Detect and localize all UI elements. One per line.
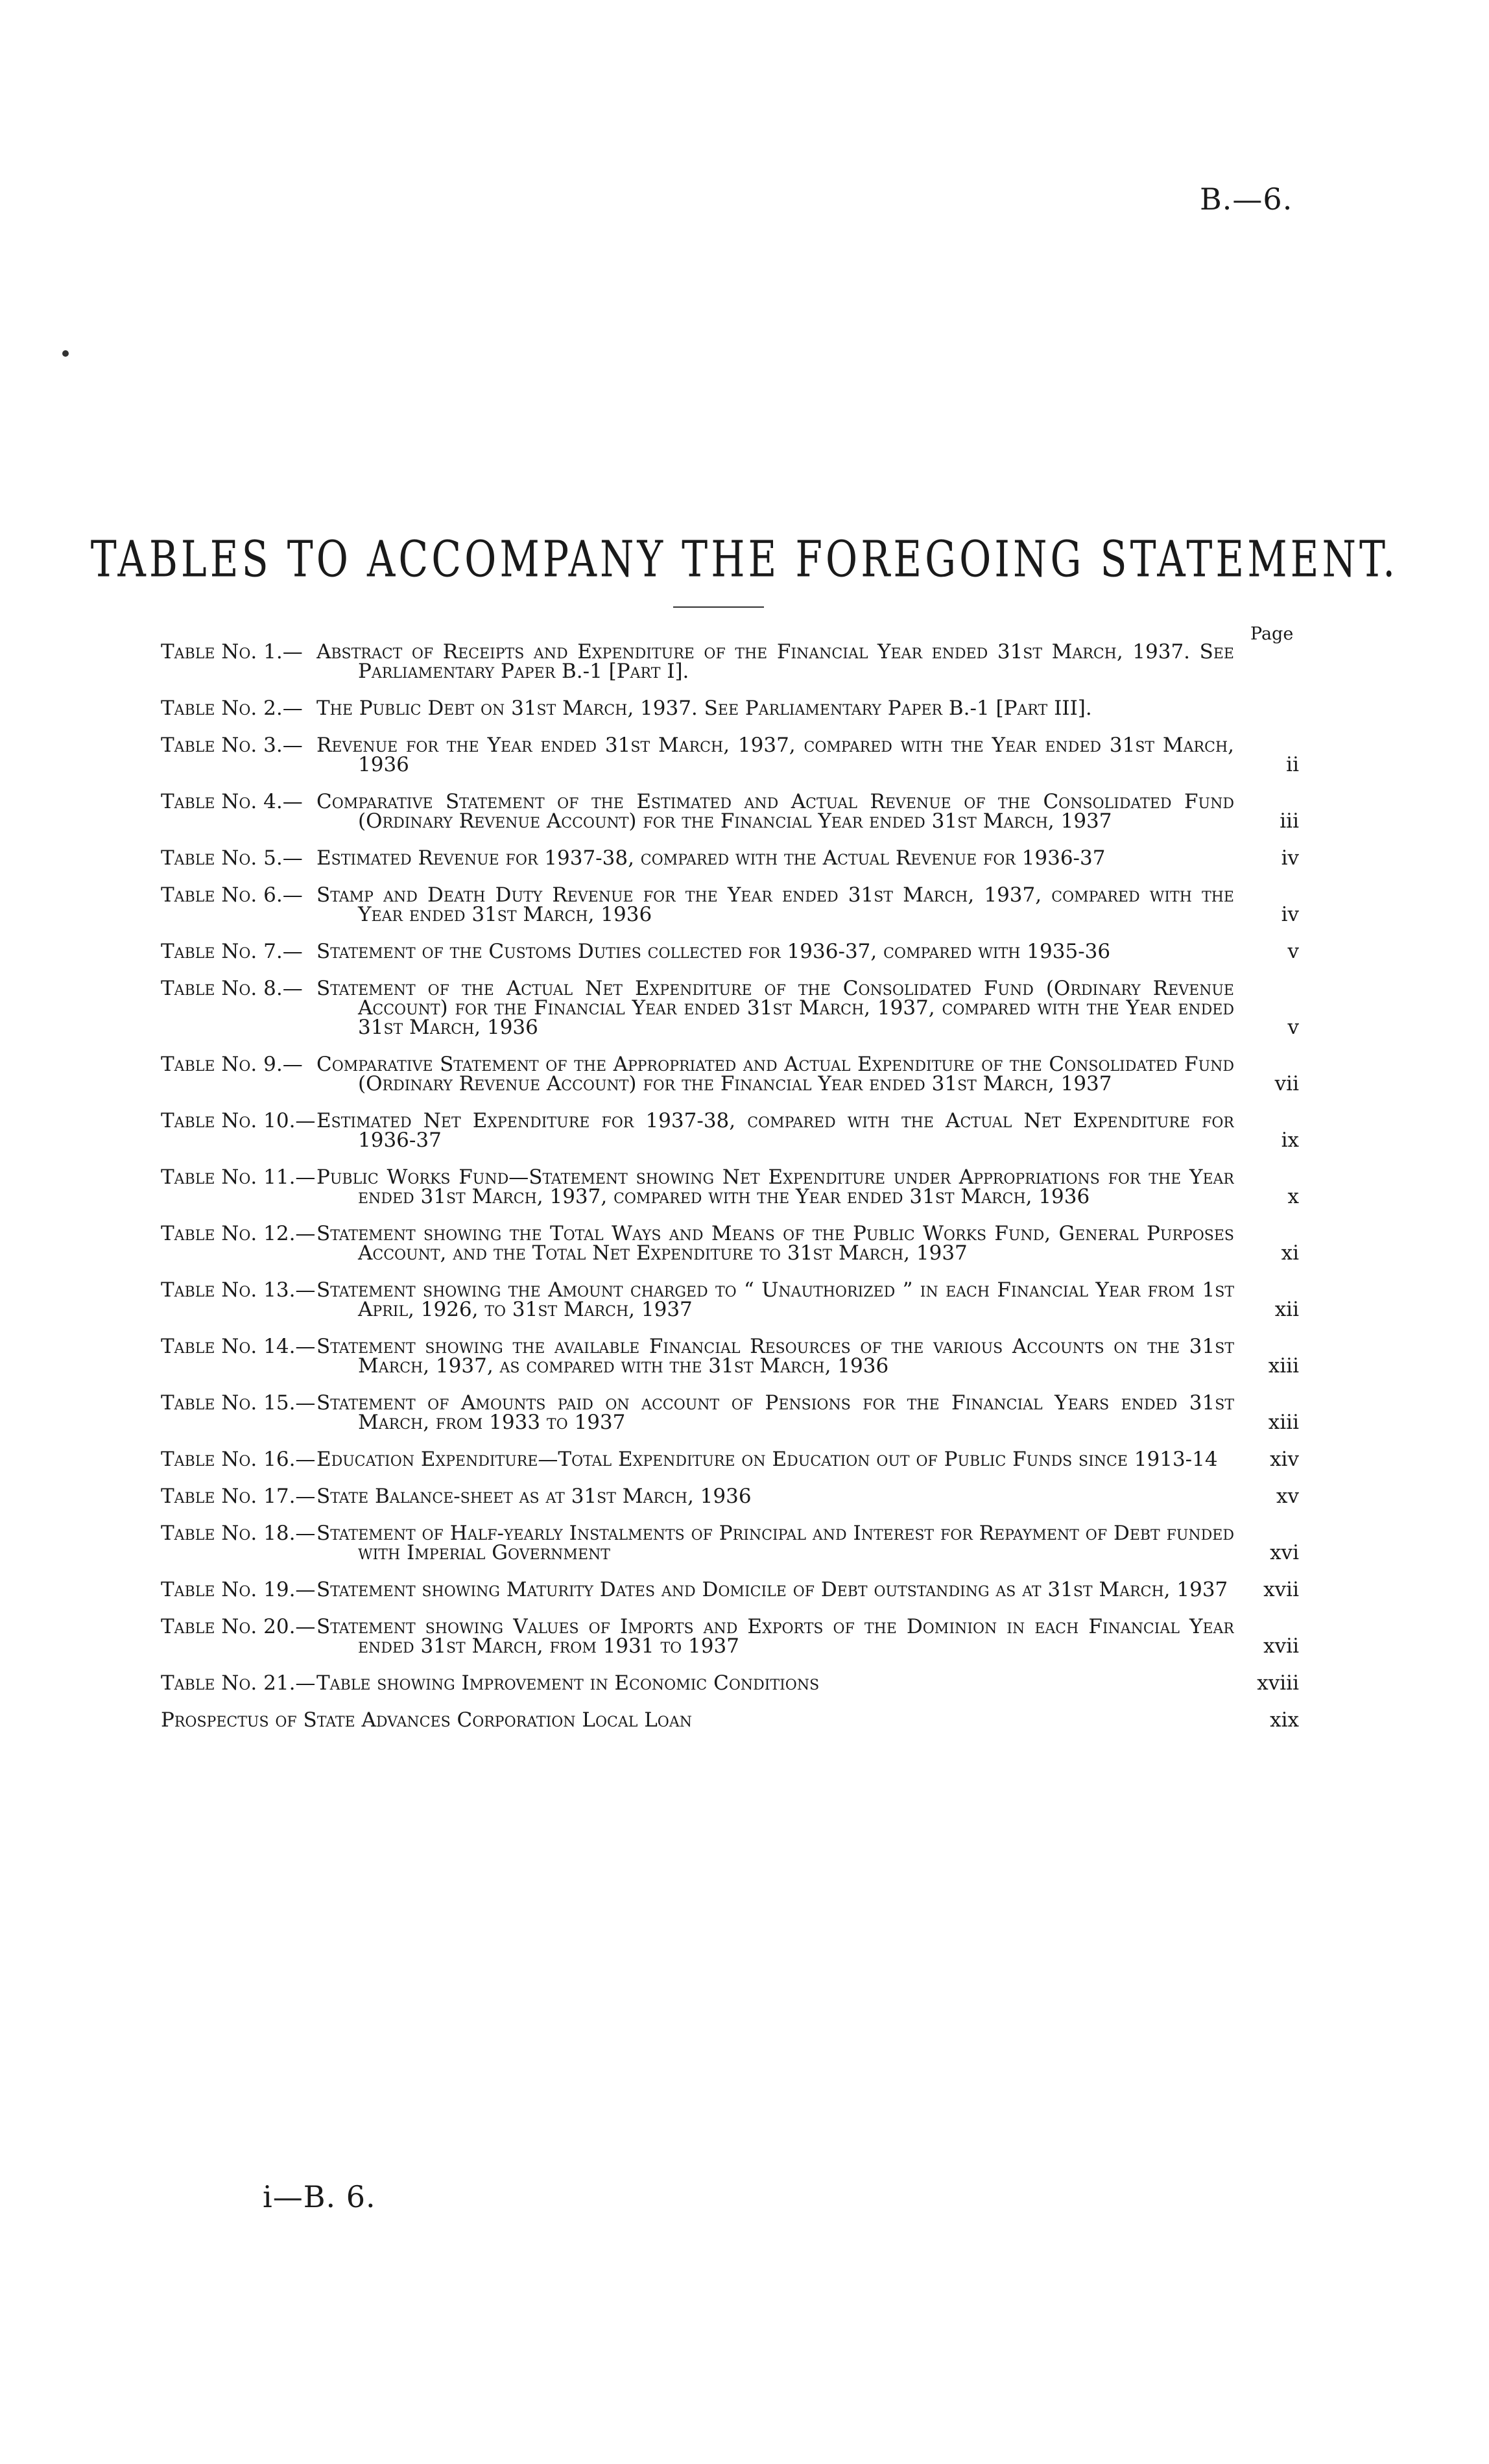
- entry-page: xviii: [1257, 1671, 1299, 1695]
- toc-entry: [161, 1224, 1299, 1263]
- entry-page: xiii: [1268, 1411, 1299, 1434]
- entry-label: Table No. 7.—: [161, 940, 303, 963]
- toc-entry: [161, 942, 1299, 961]
- entry-label: Table No. 8.—: [161, 977, 303, 1000]
- entry-page: x: [1287, 1185, 1299, 1208]
- entry-title: State Balance-sheet as at 31st March, 1936: [316, 1487, 752, 1506]
- entry-label: Table No. 5.—: [161, 846, 303, 870]
- entry-title: Statement showing Maturity Dates and Domicile of Debt outstanding as at 31st March, 1937: [316, 1580, 1228, 1599]
- toc-entry: [161, 1450, 1299, 1469]
- entry-title: Revenue for the Year ended 31st March, 1937, compared with the Year ended 31st March, 1936: [316, 736, 1234, 774]
- entry-page: ii: [1286, 753, 1299, 776]
- toc-entry: [161, 699, 1299, 718]
- entry-page: vii: [1274, 1072, 1299, 1095]
- entry-title: Statement of the Actual Net Expenditure of the Consolidated Fund (Ordinary Revenue Account) for the Financial Year ended 31st March, 1937, compared with the Year ended 31st March, 1936: [316, 979, 1234, 1037]
- entry-page: xvii: [1263, 1578, 1299, 1601]
- toc-entry: [161, 1673, 1299, 1693]
- entry-page: v: [1287, 1016, 1299, 1039]
- document-reference-footer: i—B. 6.: [263, 2179, 376, 2214]
- entry-label: Table No. 6.—: [161, 883, 303, 907]
- entry-label: Table No. 19.—: [161, 1578, 316, 1601]
- prospectus-title: Prospectus of State Advances Corporation Local Loan: [161, 1710, 692, 1730]
- entry-label: Table No. 10.—: [161, 1109, 316, 1132]
- toc-entry: [161, 1111, 1299, 1150]
- entry-title: Education Expenditure—Total Expenditure on Education out of Public Funds since 1913-14: [316, 1450, 1218, 1469]
- entry-title: Statement of Half-yearly Instalments of Principal and Interest for Repayment of Debt funded with Imperial Government: [316, 1524, 1234, 1562]
- toc-entry: [161, 1617, 1299, 1656]
- entry-label: Table No. 1.—: [161, 640, 303, 664]
- entry-title: Comparative Statement of the Appropriated and Actual Expenditure of the Consolidated Fund (Ordinary Revenue Account) for the Financial Year ended 31st March, 1937: [316, 1055, 1234, 1094]
- toc-entry: [161, 1580, 1299, 1599]
- entry-title: The Public Debt on 31st March, 1937. See Parliamentary Paper B.-1 [Part III].: [316, 699, 1092, 718]
- toc-entry: [161, 1393, 1299, 1432]
- entry-page: iv: [1281, 903, 1299, 926]
- toc-entry: [161, 979, 1299, 1037]
- entry-label: Table No. 12.—: [161, 1222, 316, 1245]
- entry-label: Table No. 13.—: [161, 1278, 316, 1302]
- entry-title: Statement of Amounts paid on account of Pensions for the Financial Years ended 31st March, from 1933 to 1937: [316, 1393, 1234, 1432]
- entry-label: Table No. 14.—: [161, 1335, 316, 1358]
- entry-title: Table showing Improvement in Economic Conditions: [316, 1673, 820, 1693]
- page-column-label: Page: [1250, 624, 1294, 644]
- entry-page: iv: [1281, 846, 1299, 870]
- entry-page: ix: [1281, 1129, 1299, 1152]
- toc-entry: [161, 1524, 1299, 1562]
- entry-title: Statement showing the Total Ways and Means of the Public Works Fund, General Purposes Account, and the Total Net Expenditure to 31st March, 1937: [316, 1224, 1234, 1263]
- entry-page: xii: [1274, 1298, 1299, 1321]
- toc-entry: [161, 792, 1299, 831]
- entry-label: Table No. 18.—: [161, 1522, 316, 1545]
- entry-label: Table No. 2.—: [161, 697, 303, 720]
- title-rule: [673, 606, 764, 608]
- entry-label: Table No. 17.—: [161, 1485, 316, 1508]
- entry-label: Table No. 20.—: [161, 1615, 316, 1638]
- entry-label: Table No. 16.—: [161, 1448, 316, 1471]
- entry-label: Table No. 15.—: [161, 1391, 316, 1415]
- entry-title: Statement showing Values of Imports and Exports of the Dominion in each Financial Year ended 31st March, from 1931 to 1937: [316, 1617, 1234, 1656]
- entry-page: v: [1287, 940, 1299, 963]
- toc-entry: [161, 1487, 1299, 1506]
- toc-entry-prospectus: [161, 1710, 1299, 1730]
- entry-page: xvii: [1263, 1634, 1299, 1658]
- entry-label: Table No. 11.—: [161, 1166, 316, 1189]
- toc-entry: [161, 885, 1299, 924]
- entry-title: Statement showing the available Financial Resources of the various Accounts on the 31st March, 1937, as compared with the 31st March, 1936: [316, 1337, 1234, 1376]
- entry-page: iii: [1280, 809, 1299, 833]
- entry-page: xi: [1281, 1241, 1299, 1265]
- page-title: TABLES TO ACCOMPANY THE FOREGOING STATEMENT.: [90, 531, 1399, 589]
- toc-entry: [161, 1167, 1299, 1206]
- entry-page: xix: [1270, 1708, 1299, 1732]
- entry-page: xv: [1276, 1485, 1299, 1508]
- entry-label: Table No. 21.—: [161, 1671, 316, 1695]
- toc-entry: [161, 642, 1299, 681]
- toc-entry: [161, 736, 1299, 774]
- toc-entry: [161, 1337, 1299, 1376]
- toc-entry: [161, 1055, 1299, 1094]
- document-reference-header: B.—6.: [1200, 182, 1293, 217]
- entry-label: Table No. 3.—: [161, 734, 303, 757]
- entry-title: Stamp and Death Duty Revenue for the Year ended 31st March, 1937, compared with the Year ended 31st March, 1936: [316, 885, 1234, 924]
- entry-title: Statement showing the Amount charged to “ Unauthorized ” in each Financial Year from 1st April, 1926, to 31st March, 1937: [316, 1280, 1234, 1319]
- entry-page: xiv: [1270, 1448, 1299, 1471]
- toc-entry: [161, 848, 1299, 868]
- entry-title: Comparative Statement of the Estimated and Actual Revenue of the Consolidated Fund (Ordinary Revenue Account) for the Financial Year ended 31st March, 1937: [316, 792, 1234, 831]
- table-of-contents: [161, 642, 1299, 1747]
- entry-title: Statement of the Customs Duties collected for 1936-37, compared with 1935-36: [316, 942, 1111, 961]
- entry-title: Public Works Fund—Statement showing Net Expenditure under Appropriations for the Year ended 31st March, 1937, compared with the Year ended 31st March, 1936: [316, 1167, 1234, 1206]
- toc-entry: [161, 1280, 1299, 1319]
- entry-label: Table No. 4.—: [161, 790, 303, 813]
- margin-speck: [62, 350, 69, 357]
- entry-page: xvi: [1270, 1541, 1299, 1564]
- entry-page: xiii: [1268, 1354, 1299, 1378]
- entry-title: Estimated Net Expenditure for 1937-38, compared with the Actual Net Expenditure for 1936-37: [316, 1111, 1234, 1150]
- entry-title: Estimated Revenue for 1937-38, compared with the Actual Revenue for 1936-37: [316, 848, 1106, 868]
- entry-label: Table No. 9.—: [161, 1053, 303, 1076]
- entry-title: Abstract of Receipts and Expenditure of the Financial Year ended 31st March, 1937. See Parliamentary Paper B.-1 [Part I].: [316, 642, 1234, 681]
